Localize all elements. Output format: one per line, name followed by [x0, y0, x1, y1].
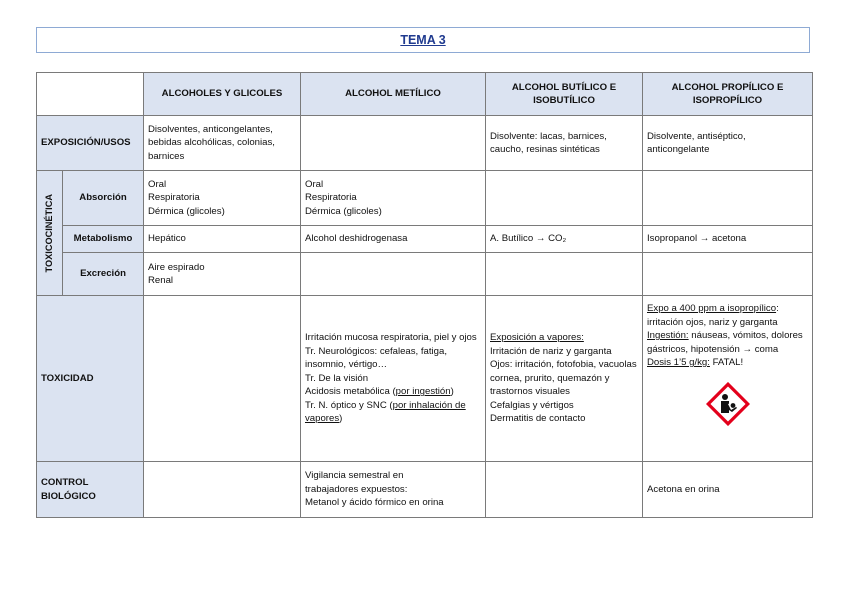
excrecion-line: Renal: [148, 275, 174, 286]
control-butilico: [486, 462, 643, 518]
absorcion-metilico: [301, 171, 486, 226]
toxicidad-heading: Exposición a vapores:: [490, 332, 584, 344]
excrecion-line: Aire espirado: [148, 261, 205, 273]
exposicion-propilico: Disolvente, antiséptico, anticongelante: [643, 116, 813, 171]
metabolismo-propilico: Isopropanol → acetona: [643, 226, 813, 253]
toxicidad-line: Tr. De la visión: [305, 372, 369, 384]
row-control: [37, 462, 813, 518]
toxicidad-line: Acidosis metabólica (por ingestión): [305, 386, 454, 398]
exposicion-alcoholes: Disolventes, anticongelantes, bebidas alcohólicas, colonias, barnices: [144, 116, 301, 171]
absorcion-line: Dérmica (glicoles): [305, 205, 382, 217]
absorcion-line: Oral: [305, 178, 324, 190]
control-alcoholes: [144, 462, 301, 518]
toxicidad-line: Dermatitis de contacto: [490, 413, 586, 425]
toxicidad-line: Irritación de nariz y garganta: [490, 345, 612, 357]
toxicocinetica-label-cell: [37, 171, 63, 296]
excrecion-metilico: [301, 253, 486, 296]
health-hazard-icon: [706, 382, 750, 426]
toxicidad-propilico: [643, 296, 813, 462]
absorcion-propilico: [643, 171, 813, 226]
excrecion-propilico: [643, 253, 813, 296]
toxicidad-line: Tr. N. óptico y SNC (por inhalación de vapores): [305, 399, 466, 425]
excrecion-alcoholes: [144, 253, 301, 296]
row-label-toxicidad: TOXICIDAD: [37, 296, 144, 462]
exposicion-butilico: Disolvente: lacas, barnices, caucho, resinas sintéticas: [486, 116, 643, 171]
toxicidad-alcoholes: [144, 296, 301, 462]
metabolismo-alcoholes: Hepático: [144, 226, 301, 253]
toxicidad-butilico: [486, 296, 643, 462]
page-title: TEMA 3: [400, 33, 446, 47]
row-toxicidad: [37, 296, 813, 462]
row-exposicion: [37, 116, 813, 171]
absorcion-alcoholes: [144, 171, 301, 226]
absorcion-line: Oral: [148, 178, 167, 190]
metabolismo-metilico: Alcohol deshidrogenasa: [301, 226, 486, 253]
toxicology-table: [36, 72, 813, 518]
absorcion-line: Respiratoria: [305, 192, 357, 204]
excrecion-butilico: [486, 253, 643, 296]
header-row: [37, 73, 813, 116]
col-header-propilico: ALCOHOL PROPÍLICO E ISOPROPÍLICO: [643, 73, 813, 116]
row-label-control: CONTROL BIOLÓGICO: [37, 462, 144, 518]
row-label-metabolismo: Metabolismo: [63, 226, 144, 253]
control-metilico: [301, 462, 486, 518]
metabolismo-butilico: A. Butílico → CO₂: [486, 226, 643, 253]
title-box: [36, 27, 810, 53]
row-absorcion: [37, 171, 813, 226]
col-header-butilico: ALCOHOL BUTÍLICO E ISOBUTÍLICO: [486, 73, 643, 116]
control-line: Vigilancia semestral en: [305, 470, 404, 482]
toxicidad-line: Tr. Neurológicos: cefaleas, fatiga, insomnio, vértigo…: [305, 345, 448, 371]
row-label-absorcion: Absorción: [63, 171, 144, 226]
absorcion-line: Respiratoria: [148, 192, 200, 204]
absorcion-line: Dérmica (glicoles): [148, 205, 225, 217]
control-propilico: Acetona en orina: [643, 462, 813, 518]
row-metabolismo: [37, 226, 813, 253]
row-label-exposicion: EXPOSICIÓN/USOS: [37, 116, 144, 171]
toxicidad-line: Dosis 1’5 g/kg: FATAL!: [647, 357, 744, 368]
row-excrecion: [37, 253, 813, 296]
toxicidad-line: Ojos: irritación, fotofobia, vacuolas cornea, prurito, quemazón y trastornos visuales: [490, 359, 637, 398]
toxicidad-metilico: [301, 296, 486, 462]
toxicidad-line: Ingestión: náuseas, vómitos, dolores gástricos, hipotensión → coma: [647, 330, 803, 355]
toxicidad-line: Cefalgias y vértigos: [490, 399, 574, 411]
corner-cell: [37, 73, 144, 116]
toxicidad-line: Expo a 400 ppm a isopropílico: irritación ojos, nariz y garganta: [647, 303, 779, 328]
row-label-excrecion: Excreción: [63, 253, 144, 296]
toxicocinetica-label: TOXICOCINÉTICA: [43, 193, 54, 273]
col-header-alcoholes: ALCOHOLES Y GLICOLES: [144, 73, 301, 116]
control-line: trabajadores expuestos:: [305, 483, 408, 495]
exposicion-metilico: [301, 116, 486, 171]
col-header-metilico: ALCOHOL METÍLICO: [301, 73, 486, 116]
toxicidad-line: Irritación mucosa respiratoria, piel y ojos: [305, 332, 477, 344]
absorcion-butilico: [486, 171, 643, 226]
control-line: Metanol y ácido fórmico en orina: [305, 497, 444, 509]
